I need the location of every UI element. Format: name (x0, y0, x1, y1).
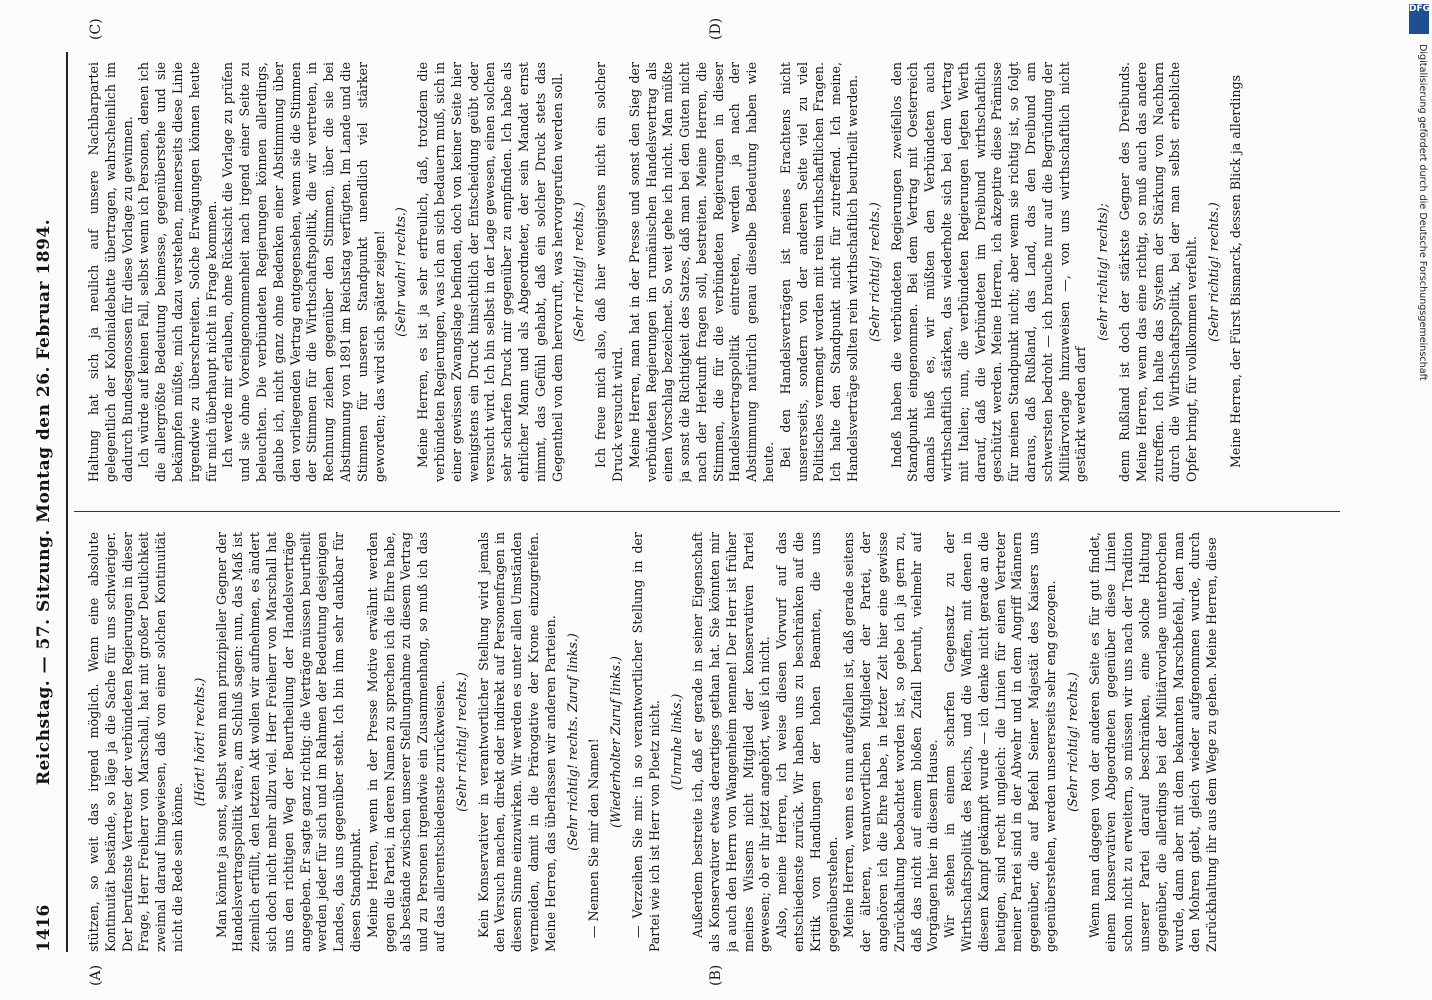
paragraph: Also, meine Herren, ich weise diesen Vorwurf auf das entschiedenste zurück. Wir haben uns zu beschränken auf die Kritik von Handlungen der hohen Beamten, die uns gegenüberstehen. (774, 532, 840, 952)
paragraph: denn Rußland ist doch der stärkste Gegner des Dreibunds. Meine Herren, wenn das eine richtig, so muß auch das andere zutreffen. Ich halte das System der Stärkung von Nachbarn durch die Wirthschaftspolitik, bei der man selbst erhebliche Opfer bringt, für vollkommen verfehlt. (1117, 62, 1200, 482)
paragraph: — Nennen Sie mir den Namen! (586, 738, 602, 938)
interjection: (Sehr richtig! rechts.) (1064, 672, 1080, 812)
interjection: (Hört! hört! rechts.) (191, 677, 207, 807)
document-page (8, 0, 1400, 992)
paragraph: stützen, so weit das irgend möglich. Wenn eine absolute Kontinuität bestände, so läge ja die Sache für uns schwieriger. Der berufenste Vertreter der verbündeten Regierungen in dieser Frage, Herr Freiherr von Marschall, hat mit großer Deutlichkeit zweimal darauf hingewiesen, daß von einer solchen Kontinuität nicht die Rede sein könne. (86, 532, 185, 952)
interjection: (Sehr wahr! rechts.) (393, 207, 409, 337)
interjection: (sehr richtig! rechts); (1095, 203, 1111, 341)
page-header (34, 52, 70, 952)
margin-marker-d: (D) (708, 17, 724, 40)
interjection: (Sehr richtig! rechts.) (866, 202, 882, 342)
interjection: (Sehr richtig! rechts. Zuruf links.) (564, 633, 580, 851)
digitization-watermark (1408, 0, 1432, 1000)
paragraph: Indeß haben die verbündeten Regierungen zweifellos den Standpunkt eingenommen. Bei dem Vertrag mit Oesterreich damals hieß es, wir müßten den Verbündeten auch wirthschaftlich stärken, das wiederholte sich bei dem Vertrag mit Italien; nun, die verbündeten Regierungen legten Werth darauf, daß die Verbündeten im Dreibund wirthschaftlich geschützt werden. Meine Herren, ich akzeptire diese Prämisse für meinen Standpunkt nicht; aber wenn sie richtig ist, so folgt daraus, daß Rußland, das Land, das den Dreibund am schwersten bedroht — ich brauche nur auf die Begründung der Militärvorlage hinzuweisen —, von uns wirthschaftlich nicht gestärkt werden darf (888, 62, 1089, 482)
margin-marker-a: (A) (88, 964, 104, 986)
paragraph: Wenn man dagegen von der anderen Seite es für gut findet, einem konservativen Abgeordneten gegenüber diese Linien schon nicht zu erweitern, so müssen wir uns nach der Tradition unserer Partei darauf beschränken, eine solche Haltung gegenüber, die allerdings bei der Militärvorlage unterbrochen wurde, dann aber mit dem bekannten Marschbefehl, den man den Mohren giebt, gleich wieder aufgenommen wurde, durch Zurückhaltung ihr aus dem Wege zu gehen. Meine Herren, diese (1086, 532, 1220, 952)
left-column (86, 532, 1336, 952)
paragraph: Meine Herren, der Fürst Bismarck, dessen Blick ja allerdings (1227, 74, 1243, 468)
paragraph: Ich würde auf keinen Fall, selbst wenn ich Personen, denen ich die allergrößte Bedeutung beimesse, gegenüberstehe und sie bekämpfen müßte, mich dazu verstehen, meinerseits diese Linie irgendwie zu überschreiten. Solche Erwägungen können heute für mich überhaupt nicht in Frage kommen. (136, 62, 219, 482)
paragraph: Man könnte ja sonst, selbst wenn man prinzipieller Gegner der Handelsvertragspolitik wäre, am Schluß sagen: nun, das Maß ist ziemlich erfüllt, den letzten Akt wollen wir aufnehmen, es ändert sich doch nicht mehr allzu viel. Herr Freiherr von Marschall hat uns den richtigen Weg der Beurtheilung der Handelsverträge angegeben. Er sagte ganz richtig: die Verträge müssen beurtheilt werden jeder für sich und im Rahmen der Bedeutung desjenigen Landes, das uns gegenüber steht. Ich bin ihm sehr dankbar für diesen Standpunkt. (213, 532, 363, 952)
interjection: (Sehr richtig! rechts.) (1206, 202, 1221, 342)
margin-marker-c: (C) (88, 18, 104, 40)
paragraph: Meine Herren, es ist ja sehr erfreulich, daß, trotzdem die verbündeten Regierungen, was ich an sich bedauern muß, sich in einer gewissen Zwangslage befinden, doch von keiner Seite hier wenigstens ein Druck hinsichtlich der Entscheidung geübt oder versucht wird. Ich bin selbst in der Lage gewesen, einen solchen sehr scharfen Druck mir gegenüber zu empfinden. Ich habe als ehrlicher Mann und als Abgeordneter, der sein Mandat ernst nimmt, das Gefühl gehabt, daß ein solcher Druck stets das Gegentheil von dem hervorruft, was hervorgerufen werden soll. (415, 62, 565, 482)
column-divider (74, 511, 1340, 512)
watermark-text: Digitalisierung gefördert durch die Deutsche Forschungsgemeinschaft (1417, 44, 1428, 381)
paragraph: Haltung hat sich ja neulich auf unsere Nachbarpartei gelegentlich der Kolonialdebatte übertragen, wahrscheinlich im dadurch Bundesgenossen für diese Vorlage zu gewinnen. (86, 62, 135, 482)
interjection: (Unruhe links.) (668, 693, 684, 791)
right-column (86, 62, 1336, 482)
margin-marker-b: (B) (708, 964, 724, 986)
interjection: (Sehr richtig! rechts.) (453, 672, 469, 812)
paragraph: Kein Konservativer in verantwortlicher Stellung wird jemals den Versuch machen, direkt oder indirekt auf Personenfragen in diesem Sinne einzuwirken. Wir werden es unter allen Umständen vermeiden, damit in die Prärogative der Krone einzugreifen. Meine Herren, das überlassen wir anderen Parteien. (475, 532, 558, 952)
paragraph: Meine Herren, wenn es nun aufgefallen ist, daß gerade seitens der älteren, verantwortlichen Mitglieder der Partei, der angehören ich die Ehre habe, in letzter Zeit hier eine gewisse Zurückhaltung beobachtet worden ist, so gebe ich ja gern zu, daß das nicht auf einem bloßen Zufall beruht, vielmehr auf Vorgängen hier in diesem Hause. (841, 532, 941, 952)
paragraph: Meine Herren, wenn in der Presse Motive erwähnt werden gegen die Partei, in deren Namen zu sprechen ich die Ehre habe, als bestände zwischen unserer Stellungnahme zu diesem Vertrag und zu Personen irgendwie ein Zusammenhang, so muß ich das auf das allerentschiedenste zurückweisen. (364, 532, 447, 952)
paragraph: Meine Herren, man hat in der Presse und sonst den Sieg der verbündeten Regierungen im rumänischen Handelsvertrag als einen Vorschlag bezeichnet. So weit gehe ich nicht. Man müßte ja sonst die Richtigkeit des Satzes, daß man bei den Guten nicht nach der Herkunft fragen soll, bestreiten. Meine Herren, die Stimmen, die für die verbündeten Regierungen in dieser Handelsvertragspolitik eintreten, werden ja nach der Abstimmung natürlich genau dieselbe Bedeutung haben wie heute. (626, 62, 777, 482)
interjection: (Sehr richtig! rechts.) (571, 202, 587, 342)
page-number: 1416 (34, 904, 54, 952)
header-rule (66, 52, 68, 952)
paragraph: Bei den Handelsverträgen ist meines Erachtens nicht unsererseits, sondern von der anderen Seite viel zu viel Politisches vermengt worden mit rein wirthschaftlichen Fragen. Ich halte den Standpunkt nicht für zutreffend. Ich meine, Handelsverträge sollten rein wirthschaftlich beurtheilt werden. (777, 62, 861, 482)
paragraph: — Verzeihen Sie mir: in so verantwortlicher Stellung in der Partei wie ich ist Herr von Ploetz nicht. (629, 532, 662, 952)
interjection: (Wiederholter Zuruf links.) (608, 656, 624, 828)
paragraph: Ich freue mich also, daß hier wenigstens nicht ein solcher Druck versucht wird. (593, 62, 625, 482)
paragraph: Außerdem bestreite ich, daß er gerade in seiner Eigenschaft als Konservativer etwas derartiges gethan hat. Sie könnten mir ja auch den Herrn von Wangenheim nennen! Der Herr ist früher meines Wissens nicht Mitglied der konservativen Partei gewesen; ob er ihr jetzt angehört, weiß ich nicht. (690, 532, 773, 952)
page-title: Reichstag. — 57. Sitzung. Montag den 26. Februar 1894. (34, 218, 54, 786)
paragraph: Ich werde mir erlauben, ohne Rücksicht die Vorlage zu prüfen und sie ohne Voreingenommenheit nach irgend einer Seite zu beleuchten. Die verbündeten Regierungen können allerdings, glaube ich, nicht ganz ohne Bedenken einer Abstimmung über den vorliegenden Vertrag entgegensehen, wenn sie die Stimmen der Stimmen für die Wirthschaftspolitik, die wir vertreten, in Rechnung ziehen gegenüber den Stimmen, über die sie bei Abstimmung von 1891 im Reichstag verfügten. Im Lande und die Stimmen für unseren Standpunkt unendlich viel stärker geworden; das wird sich später zeigen! (220, 62, 387, 482)
paragraph: Wir stehen in einem scharfen Gegensatz zu der Wirthschaftspolitik des Reichs, und die Waffen, mit denen in diesem Kampf gekämpft wurde — ich denke nicht gerade an die heutigen, sind recht ungleich: die Linien für einen Vertreter meiner Partei sind in der Abwehr und in dem Angriff Männern gegenüber, die auf Befehl Seiner Majestät des Kaisers uns gegenüberstehen, werden unsererseits sehr eng gezogen. (942, 532, 1059, 952)
dfg-logo: DFG (1409, 4, 1429, 34)
